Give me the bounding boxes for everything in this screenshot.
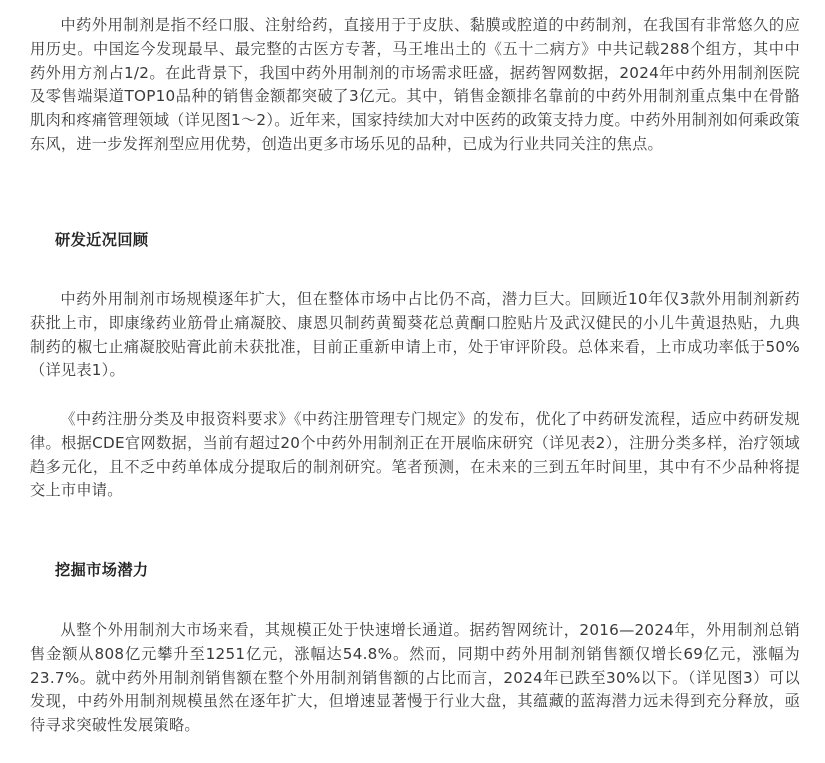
intro-paragraph: 中药外用制剂是指不经口服、注射给药，直接用于于皮肤、黏膜或腔道的中药制剂，在我国有非常悠久的应用历史。中国迄今发现最早、最完整的古医方专著，马王堆出土的《五十二病方》中共记载288个组方，其中中药外用方剂占1/2。在此背景下，我国中药外用制剂的市场需求旺盛，据药智网数据，2024年中药外用制剂医院及零售端渠道TOP10品种的销售金额都突破了3亿元。其中，销售金额排名靠前的中药外用制剂重点集中在骨骼肌肉和疼痛管理领域（详见图1～2）。近年来，国家持续加大对中医药的政策支持力度。中药外用制剂如何乘政策东风，进一步发挥剂型应用优势，创造出更多市场乐见的品种，已成为行业共同关注的焦点。 <box>30 16 800 153</box>
rd-review-paragraph-1: 中药外用制剂市场规模逐年扩大，但在整体市场中占比仍不高，潜力巨大。回顾近10年仅3款外用制剂新药获批上市，即康缘药业筋骨止痛凝胶、康恩贝制药黄蜀葵花总黄酮口腔贴片及武汉健民的小儿牛黄退热贴，九典制药的椒七止痛凝胶贴膏此前未获批准，目前正重新申请上市，处于审评阶段。总体来看，上市成功率低于50%（详见表1）。 <box>30 290 800 380</box>
section-heading-rd-review: 研发近况回顾 <box>55 231 149 249</box>
section-heading-market-potential: 挖掘市场潜力 <box>55 561 149 579</box>
rd-review-paragraph-2: 《中药注册分类及申报资料要求》《中药注册管理专门规定》的发布，优化了中药研发流程，适应中药研发规律。根据CDE官网数据，当前有超过20个中药外用制剂正在开展临床研究（详见表2），注册分类多样，治疗领域趋多元化，且不乏中药单体成分提取后的制剂研究。笔者预测，在未来的三到五年时间里，其中有不少品种将提交上市申请。 <box>30 410 800 500</box>
market-potential-paragraph-1: 从整个外用制剂大市场来看，其规模正处于快速增长通道。据药智网统计，2016—2024年，外用制剂总销售金额从808亿元攀升至1251亿元，涨幅达54.8%。然而，同期中药外用制剂销售额仅增长69亿元，涨幅为23.7%。就中药外用制剂销售额在整个外用制剂销售额的占比而言，2024年已跌至30%以下。（详见图3）可以发现，中药外用制剂规模虽然在逐年扩大，但增速显著慢于行业大盘，其蕴藏的蓝海潜力远未得到充分释放，亟待寻求突破性发展策略。 <box>30 621 800 735</box>
